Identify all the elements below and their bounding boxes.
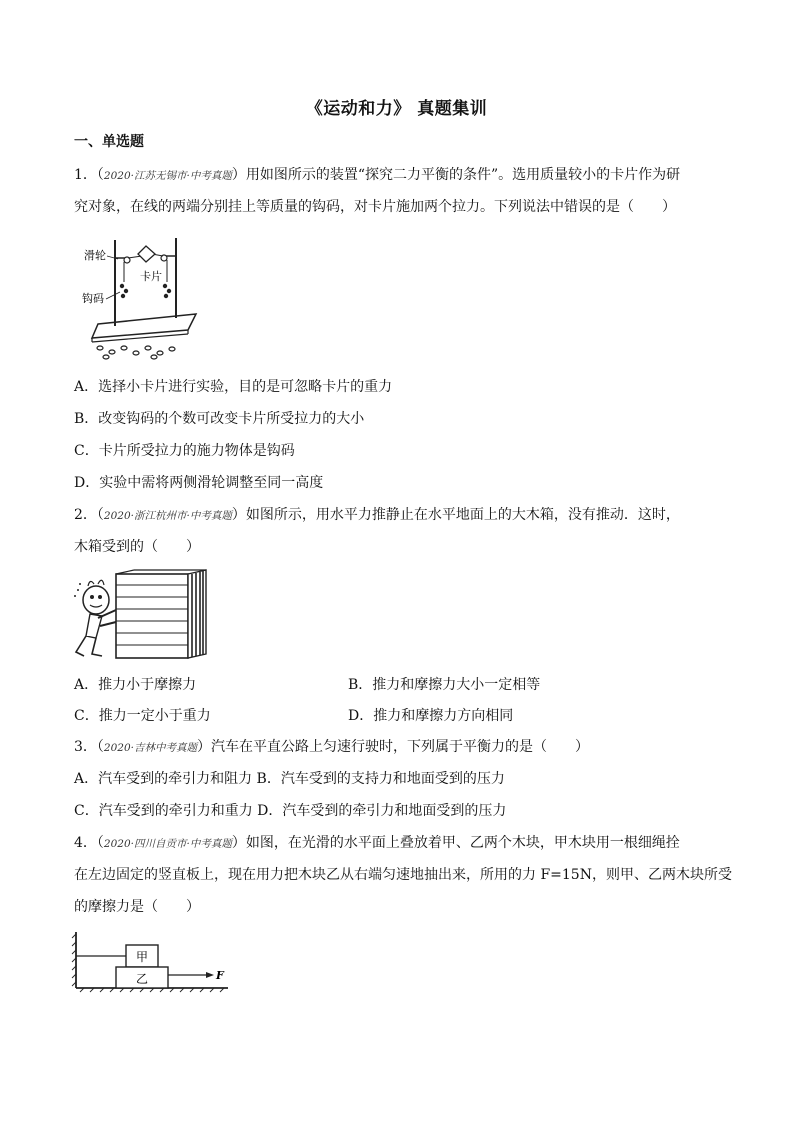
q3-options-line1: A．汽车受到的牵引力和阻力 B．汽车受到的支持力和地面受到的压力 (74, 771, 505, 787)
q4-fig-label-bottom: 乙 (136, 972, 149, 986)
q2-source: 2020·浙江杭州市·中考真题 (103, 510, 232, 522)
q4-stem-line1: 4．（2020·四川自贡市·中考真题）如图，在光滑的水平面上叠放着甲、乙两个木块，甲木块用一根细绳拴 (74, 835, 680, 851)
q1-option-d: D．实验中需将两侧滑轮调整至同一高度 (74, 475, 324, 491)
q2-option-c: C．推力一定小于重力 (74, 708, 211, 724)
q4-fig-label-force: F (216, 969, 224, 982)
q4-fig-label-top: 甲 (136, 950, 149, 964)
q1-fig-label-card: 卡片 (140, 270, 162, 283)
q1-stem-line2: 究对象，在线的两端分别挂上等质量的钩码，对卡片施加两个拉力。下列说法中错误的是（ ） (74, 199, 676, 215)
q2-stem-line1: 2．（2020·浙江杭州市·中考真题）如图所示，用水平力推静止在水平地面上的大木箱，没有推动．这时， (74, 507, 680, 523)
q1-option-c: C．卡片所受拉力的施力物体是钩码 (74, 443, 295, 459)
q2-stem-line2: 木箱受到的（ ） (74, 539, 200, 555)
section-heading: 一、单选题 (74, 134, 144, 150)
page-title: 《运动和力》 真题集训 (305, 99, 488, 119)
q4-figure (70, 928, 235, 998)
q3-options-line2: C．汽车受到的牵引力和重力 D．汽车受到的牵引力和地面受到的压力 (74, 803, 507, 819)
q2-option-b: B．推力和摩擦力大小一定相等 (348, 677, 541, 693)
q1-fig-label-weight: 钩码 (82, 292, 104, 305)
q2-option-a: A．推力小于摩擦力 (74, 677, 197, 693)
q1-figure (78, 232, 208, 362)
q3-stem: 3．（2020·吉林中考真题）汽车在平直公路上匀速行驶时，下列属于平衡力的是（ ） (74, 739, 589, 755)
q2-figure (68, 566, 216, 664)
q2-option-d: D．推力和摩擦力方向相同 (348, 708, 514, 724)
q1-stem-line1: 1．（2020·江苏无锡市·中考真题）用如图所示的装置“探究二力平衡的条件”。选用质量较小的卡片作为研 (74, 167, 681, 183)
q1-fig-label-pulley: 滑轮 (84, 249, 106, 262)
q4-stem-line3: 的摩擦力是（ ） (74, 899, 200, 915)
q1-option-a: A．选择小卡片进行实验，目的是可忽略卡片的重力 (74, 379, 393, 395)
q1-source: 2020·江苏无锡市·中考真题 (103, 170, 232, 182)
q3-source: 2020·吉林中考真题 (103, 742, 197, 754)
q1-option-b: B．改变钩码的个数可改变卡片所受拉力的大小 (74, 411, 365, 427)
q4-source: 2020·四川自贡市·中考真题 (103, 838, 232, 850)
q4-stem-line2: 在左边固定的竖直板上，现在用力把木块乙从右端匀速地抽出来，所用的力 F=15N，则甲、乙两木块所受 (74, 867, 732, 883)
